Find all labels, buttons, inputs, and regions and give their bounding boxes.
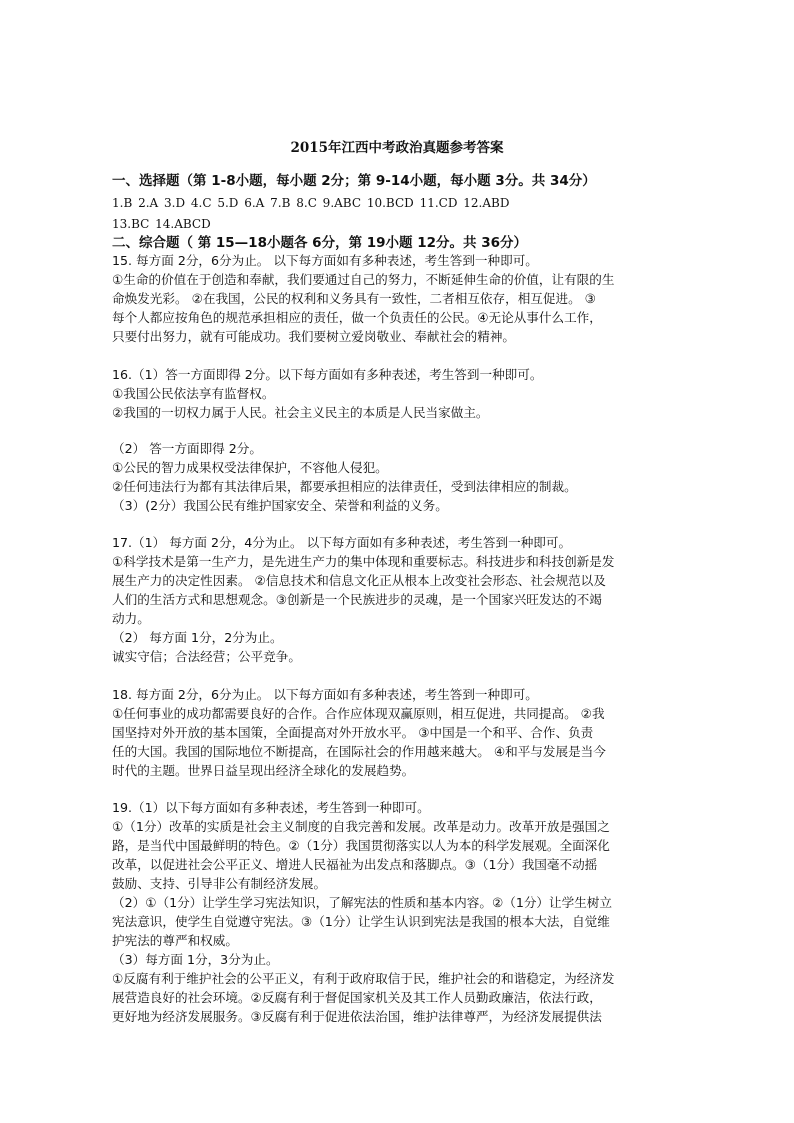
q19-answer-line: 路，是当代中国最鲜明的特色。②（1分）我国贯彻落实以人为本的科学发展观。全面深化	[112, 838, 610, 853]
q19-part2-answer: （2）①（1分）让学生学习宪法知识，了解宪法的性质和基本内容。②（1分）让学生树立	[112, 895, 612, 910]
q15-scoring: 15. 每方面 2分，6分为止。 以下每方面如有多种表述，考生答到一种即可。	[112, 253, 538, 268]
q19-answer-line: 鼓励、支持、引导非公有制经济发展。	[112, 876, 327, 891]
q17-answer-line: 人们的生活方式和思想观念。③创新是一个民族进步的灵魂，是一个国家兴旺发达的不竭	[112, 592, 602, 607]
q19-part1-scoring: 19.（1）以下每方面如有多种表述，考生答到一种即可。	[112, 800, 430, 815]
q17-answer-line: 展生产力的决定性因素。 ②信息技术和信息文化正从根本上改变社会形态、社会规范以及	[112, 573, 606, 588]
q19-answer-line: 展营造良好的社会环境。②反腐有利于督促国家机关及其工作人员勤政廉洁，依法行政，	[112, 990, 602, 1005]
q15-answer-line: 只要付出努力，就有可能成功。我们要树立爱岗敬业、奉献社会的精神。	[112, 329, 515, 344]
q16-part2-scoring: （2） 答一方面即得 2分。	[112, 441, 262, 456]
q19-part3-scoring: （3）每方面 1分，3分为止。	[112, 952, 279, 967]
q19-answer-line: ①反腐有利于维护社会的公平正义，有利于政府取信于民，维护社会的和谐稳定，为经济发	[112, 971, 615, 986]
q15-answer-line: ①生命的价值在于创造和奉献，我们要通过自己的努力，不断延伸生命的价值，让有限的生	[112, 272, 615, 287]
section-heading-comprehensive: 二、综合题（ 第 15—18小题各 6分，第 19小题 12分。共 36分）	[112, 235, 528, 251]
q18-answer-line: 时代的主题。世界日益呈现出经济全球化的发展趋势。	[112, 763, 415, 778]
q15-answer-line: 命焕发光彩。 ②在我国，公民的权利和义务具有一致性，二者相互依存，相互促进。 ③	[112, 291, 596, 306]
section-heading-choice: 一、选择题（第 1-8小题，每小题 2分；第 9-14小题，每小题 3分。共 34分）	[112, 173, 596, 189]
q17-part1-scoring: 17.（1） 每方面 2分，4分为止。 以下每方面如有多种表述，考生答到一种即可。	[112, 535, 572, 550]
q19-answer-line: 护宪法的尊严和权威。	[112, 933, 238, 948]
q16-part1-scoring: 16.（1）答一方面即得 2分。以下每方面如有多种表述，考生答到一种即可。	[112, 367, 543, 382]
q16-part3-answer: （3）(2分）我国公民有维护国家安全、荣誉和利益的义务。	[112, 498, 448, 513]
document-title: 2015年江西中考政治真题参考答案	[290, 140, 504, 156]
q16-answer-line: ②任何违法行为都有其法律后果，都要承担相应的法律责任，受到法律相应的制裁。	[112, 479, 577, 494]
choice-answers-row-1: 1.B 2.A 3.D 4.C 5.D 6.A 7.B 8.C 9.ABC 10.BCD 11.CD 12.ABD	[112, 196, 510, 210]
q19-answer-line: 改革，以促进社会公平正义、增进人民福祉为出发点和落脚点。③（1分）我国毫不动摇	[112, 857, 598, 872]
q15-answer-line: 每个人都应按角色的规范承担相应的责任，做一个负责任的公民。④无论从事什么工作，	[112, 310, 602, 325]
q17-answer-line: 动力。	[112, 611, 150, 626]
q16-answer-line: ②我国的一切权力属于人民。社会主义民主的本质是人民当家做主。	[112, 405, 489, 420]
q17-part2-answer: 诚实守信；合法经营；公平竞争。	[112, 649, 301, 664]
q16-answer-line: ①我国公民依法享有监督权。	[112, 386, 275, 401]
q19-answer-line: 宪法意识，使学生自觉遵守宪法。③（1分）让学生认识到宪法是我国的根本大法，自觉维	[112, 914, 610, 929]
q18-scoring: 18. 每方面 2分，6分为止。 以下每方面如有多种表述，考生答到一种即可。	[112, 687, 538, 702]
q17-answer-line: ①科学技术是第一生产力，是先进生产力的集中体现和重要标志。科技进步和科技创新是发	[112, 554, 615, 569]
q17-part2-scoring: （2） 每方面 1分，2分为止。	[112, 630, 283, 645]
choice-answers-row-2: 13.BC 14.ABCD	[112, 217, 211, 231]
q16-answer-line: ①公民的智力成果权受法律保护，不容他人侵犯。	[112, 460, 388, 475]
q19-answer-line: 更好地为经济发展服务。③反腐有利于促进依法治国，维护法律尊严，为经济发展提供法	[112, 1009, 602, 1024]
q18-answer-line: 任的大国。我国的国际地位不断提高，在国际社会的作用越来越大。 ④和平与发展是当今	[112, 744, 606, 759]
q18-answer-line: 国坚持对外开放的基本国策，全面提高对外开放水平。 ③中国是一个和平、合作、负责	[112, 725, 594, 740]
q19-answer-line: ①（1分）改革的实质是社会主义制度的自我完善和发展。改革是动力。改革开放是强国之	[112, 819, 610, 834]
q18-answer-line: ①任何事业的成功都需要良好的合作。合作应体现双赢原则，相互促进，共同提高。 ②我	[112, 706, 605, 721]
